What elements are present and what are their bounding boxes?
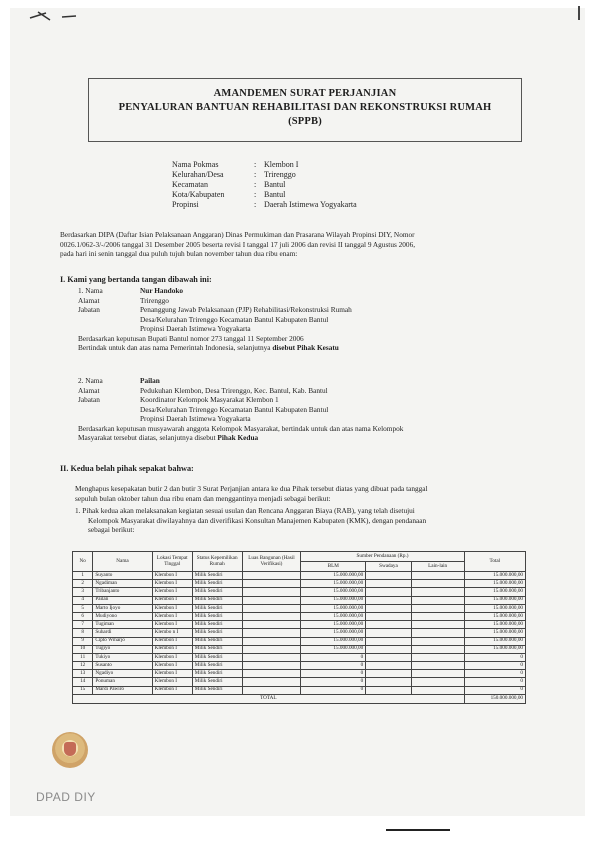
cell-empty — [242, 621, 301, 629]
cell-blm: 15.000.000,00 — [301, 645, 366, 653]
cell-blm: 15.000.000,00 — [301, 572, 366, 580]
col-sumber: Sumber Pendanaan (Rp.) — [301, 552, 464, 562]
col-luas: Luas Bangunan (Hasil Verifikasi) — [242, 552, 301, 572]
cell-status: Milik Sendiri — [192, 572, 242, 580]
cell-empty — [242, 653, 301, 661]
cell-lokasi: Klembon I — [152, 572, 192, 580]
col-lokasi: Lokasi Tempat Tinggal — [152, 552, 192, 572]
signature-line — [386, 829, 450, 831]
cell-no: 3 — [73, 588, 93, 596]
cell-no: 2 — [73, 580, 93, 588]
cell-lokasi: Klembon I — [152, 604, 192, 612]
cell-empty — [366, 621, 411, 629]
funding-table-wrap — [72, 551, 526, 704]
cell-status: Milik Sendiri — [192, 604, 242, 612]
cell-status: Milik Sendiri — [192, 621, 242, 629]
cell-status: Milik Sendiri — [192, 670, 242, 678]
cell-blm: 15.000.000,00 — [301, 580, 366, 588]
cell-no: 15 — [73, 686, 93, 694]
table-row — [73, 637, 526, 645]
col-status: Status Kepemilikan Rumah — [192, 552, 242, 572]
cell-blm: 0 — [301, 678, 366, 686]
cell-empty — [411, 678, 464, 686]
cell-blm: 15.000.000,00 — [301, 637, 366, 645]
cell-nama: Pailan — [93, 596, 152, 604]
cell-empty — [366, 653, 411, 661]
cell-blm: 0 — [301, 670, 366, 678]
cell-total: 15.000.000,00 — [464, 580, 525, 588]
cell-empty — [366, 645, 411, 653]
cell-nama: Mardi Pawiro — [93, 686, 152, 694]
info-row: Propinsi : Daerah Istimewa Yogyakarta — [172, 200, 357, 209]
total-label: TOTAL — [73, 694, 465, 703]
cell-empty — [366, 678, 411, 686]
seal-logo-icon — [52, 732, 88, 768]
cell-blm: 15.000.000,00 — [301, 612, 366, 620]
cell-nama: Tugiyo — [93, 645, 152, 653]
cell-empty — [411, 670, 464, 678]
cell-empty — [242, 580, 301, 588]
cell-no: 4 — [73, 596, 93, 604]
cell-empty — [242, 637, 301, 645]
table-row — [73, 621, 526, 629]
cell-total: 15.000.000,00 — [464, 629, 525, 637]
cell-empty — [242, 662, 301, 670]
cell-total: 0 — [464, 653, 525, 661]
cell-blm: 15.000.000,00 — [301, 604, 366, 612]
table-row — [73, 645, 526, 653]
cell-no: 5 — [73, 604, 93, 612]
cell-status: Milik Sendiri — [192, 596, 242, 604]
cell-total: 15.000.000,00 — [464, 604, 525, 612]
cell-status: Milik Sendiri — [192, 653, 242, 661]
table-row — [73, 629, 526, 637]
cell-empty — [411, 653, 464, 661]
cell-empty — [411, 662, 464, 670]
info-row: Kota/Kabupaten : Bantul — [172, 190, 286, 199]
cell-empty — [411, 637, 464, 645]
cell-nama: Tukiyo — [93, 653, 152, 661]
table-row — [73, 670, 526, 678]
cell-total: 15.000.000,00 — [464, 612, 525, 620]
cell-blm: 0 — [301, 686, 366, 694]
cell-lokasi: Klembon I — [152, 588, 192, 596]
cell-empty — [411, 645, 464, 653]
col-no: No — [73, 552, 93, 572]
info-row: Kecamatan : Bantul — [172, 180, 286, 189]
cell-empty — [242, 629, 301, 637]
col-blm: BLM — [301, 562, 366, 572]
total-row — [73, 694, 526, 703]
cell-status: Milik Sendiri — [192, 629, 242, 637]
cell-empty — [411, 596, 464, 604]
cell-blm: 15.000.000,00 — [301, 621, 366, 629]
table-row — [73, 612, 526, 620]
cell-total: 15.000.000,00 — [464, 588, 525, 596]
cell-lokasi: Klembon I — [152, 596, 192, 604]
party-1: 1. Nama Nur Handoko Alamat Trirenggo Jabatan Penanggung Jawab Pelaksanaan (PJP) Rehabilitasi/Rekonstruksi Rumah Desa/Kelurahan Trirenggo Kecamatan Bantul Kabupaten Bantul Propinsi Daerah Istimewa Yogyakarta Berdasarkan keputusan Bupati Bantul nomor 273 tanggal 11 September 2006 Bertindak untuk dan atas nama Pemerintah Indonesia, selanjutnya disebut Pihak Kesatu — [78, 286, 352, 352]
table-row — [73, 604, 526, 612]
cell-status: Milik Sendiri — [192, 645, 242, 653]
cell-empty — [242, 645, 301, 653]
cell-empty — [242, 596, 301, 604]
cell-nama: Suyanto — [93, 572, 152, 580]
cell-blm: 15.000.000,00 — [301, 629, 366, 637]
cell-nama: Suhardi — [93, 629, 152, 637]
cell-total: 15.000.000,00 — [464, 637, 525, 645]
agreement-paragraph: Menghapus kesepakatan butir 2 dan butir 3 Surat Perjanjian antara ke dua Pihak tersebut diatas yang dibuat pada tanggal sepuluh bulan oktober tahun dua ribu enam dan menggantinya menjadi sebagai berikut: — [75, 484, 428, 503]
cell-lokasi: Klembon I — [152, 653, 192, 661]
section-2-heading: II. Kedua belah pihak sepakat bahwa: — [60, 464, 194, 473]
cell-empty — [366, 686, 411, 694]
table-row — [73, 580, 526, 588]
table-row — [73, 686, 526, 694]
cell-blm: 0 — [301, 662, 366, 670]
info-row: Nama Pokmas : Klembon I — [172, 160, 299, 169]
cell-empty — [242, 678, 301, 686]
cell-nama: Tribanjanto — [93, 588, 152, 596]
cell-total: 15.000.000,00 — [464, 596, 525, 604]
cell-total: 15.000.000,00 — [464, 645, 525, 653]
cell-blm: 0 — [301, 653, 366, 661]
title-line-3: (SPPB) — [288, 116, 322, 127]
cell-empty — [366, 670, 411, 678]
col-lain: Lain-lain — [411, 562, 464, 572]
cell-status: Milik Sendiri — [192, 678, 242, 686]
col-nama: Nama — [93, 552, 152, 572]
cell-nama: Cipto Wiharjo — [93, 637, 152, 645]
cell-empty — [366, 612, 411, 620]
col-swadaya: Swadaya — [366, 562, 411, 572]
cell-nama: Ngadiman — [93, 580, 152, 588]
pokmas-info — [172, 160, 357, 210]
cell-lokasi: Klembon I — [152, 686, 192, 694]
cell-empty — [366, 604, 411, 612]
table-row — [73, 572, 526, 580]
cell-total: 0 — [464, 662, 525, 670]
cell-empty — [411, 580, 464, 588]
cell-empty — [366, 629, 411, 637]
cell-no: 12 — [73, 662, 93, 670]
cell-no: 14 — [73, 678, 93, 686]
title-line-2: PENYALURAN BANTUAN REHABILITASI DAN REKONSTRUKSI RUMAH — [118, 102, 492, 113]
cell-status: Milik Sendiri — [192, 662, 242, 670]
title-line-1: AMANDEMEN SURAT PERJANJIAN — [213, 88, 397, 99]
cell-lokasi: Klembon I — [152, 670, 192, 678]
cell-no: 8 — [73, 629, 93, 637]
cell-nama: Mudiyono — [93, 612, 152, 620]
cell-empty — [411, 629, 464, 637]
cell-empty — [411, 686, 464, 694]
cell-empty — [366, 572, 411, 580]
cell-lokasi: Klembon I — [152, 580, 192, 588]
cell-lokasi: Klembon I — [152, 645, 192, 653]
cell-lokasi: Klembon I — [152, 678, 192, 686]
cell-lokasi: Klembon I — [152, 662, 192, 670]
cell-no: 7 — [73, 621, 93, 629]
cell-lokasi: Klembo n I — [152, 629, 192, 637]
intro-paragraph: Berdasarkan DIPA (Daftar Isian Pelaksanaan Anggaran) Dinas Permukiman dan Prasarana Wilayah Propinsi DIY, Nomor 0026.1/062-3/-/2006 tanggal 31 Desember 2005 beserta revisi I tanggal 17 juli 2006 dan revisi II tanggal 9 Agustus 2006, pada hari ini senin tanggal dua puluh tujuh bulan november tahun dua ribu enam: — [60, 230, 416, 259]
table-row — [73, 678, 526, 686]
cell-blm: 15.000.000,00 — [301, 596, 366, 604]
cell-lokasi: Klembon I — [152, 612, 192, 620]
cell-empty — [242, 612, 301, 620]
funding-table — [72, 551, 526, 704]
watermark-logo: DPAD DIY — [36, 790, 96, 804]
grand-total: 150.000.000,00 — [464, 694, 525, 703]
margin-mark — [578, 6, 580, 20]
cell-empty — [411, 621, 464, 629]
cell-lokasi: Klembon I — [152, 621, 192, 629]
cell-nama: Ngadiyo — [93, 670, 152, 678]
cell-status: Milik Sendiri — [192, 588, 242, 596]
cell-nama: Tugiman — [93, 621, 152, 629]
cell-total: 0 — [464, 678, 525, 686]
cell-total: 0 — [464, 670, 525, 678]
cell-empty — [366, 588, 411, 596]
info-row: Kelurahan/Desa : Trirenggo — [172, 170, 296, 179]
cell-blm: 15.000.000,00 — [301, 588, 366, 596]
cell-empty — [411, 588, 464, 596]
title-box — [88, 78, 522, 142]
cell-no: 10 — [73, 645, 93, 653]
cell-empty — [411, 612, 464, 620]
cell-empty — [242, 670, 301, 678]
cell-status: Milik Sendiri — [192, 612, 242, 620]
cell-lokasi: Klembon I — [152, 637, 192, 645]
pen-mark-icon — [28, 8, 84, 24]
cell-status: Milik Sendiri — [192, 580, 242, 588]
cell-status: Milik Sendiri — [192, 637, 242, 645]
cell-total: 15.000.000,00 — [464, 572, 525, 580]
cell-nama: Susanto — [93, 662, 152, 670]
cell-no: 13 — [73, 670, 93, 678]
point-1-paragraph: 1. Pihak kedua akan melaksanakan kegiatan sesuai usulan dan Rencana Anggaran Biaya (RAB), yang telah disetujui Kelompok Masyarakat diwilayahnya dan diverifikasi Konsultan Manajemen Kabupaten (KMK), dengan pendanaan sebagai berikut: — [75, 506, 427, 535]
cell-empty — [411, 604, 464, 612]
cell-no: 1 — [73, 572, 93, 580]
cell-no: 6 — [73, 612, 93, 620]
section-1-heading: I. Kami yang bertanda tangan dibawah ini: — [60, 275, 212, 284]
table-row — [73, 596, 526, 604]
cell-empty — [366, 637, 411, 645]
col-total: Total — [464, 552, 525, 572]
cell-no: 11 — [73, 653, 93, 661]
cell-empty — [242, 572, 301, 580]
party-2: 2. Nama Pailan Alamat Pedukuhan Klembon, Desa Trirenggo, Kec. Bantul, Kab. Bantul Jabatan Koordinator Kelompok Masyarakat Klembon 1 Desa/Kelurahan Trirenggo Kecamatan Bantul Kabupaten Bantul Propinsi Daerah Istimewa Yogyakarta Berdasarkan keputusan musyawarah anggota Kelompok Masyarakat, bertindak untuk dan atas nama Kelompok Masyarakat tersebut diatas, selanjutnya disebut Pihak Kedua — [78, 376, 404, 442]
cell-empty — [366, 662, 411, 670]
cell-total: 15.000.000,00 — [464, 621, 525, 629]
cell-no: 9 — [73, 637, 93, 645]
cell-nama: Ponuman — [93, 678, 152, 686]
cell-total: 0 — [464, 686, 525, 694]
cell-empty — [366, 596, 411, 604]
cell-empty — [242, 604, 301, 612]
cell-empty — [411, 572, 464, 580]
cell-status: Milik Sendiri — [192, 686, 242, 694]
table-row — [73, 653, 526, 661]
table-row — [73, 662, 526, 670]
cell-nama: Marto Ijoyo — [93, 604, 152, 612]
cell-empty — [242, 686, 301, 694]
cell-empty — [366, 580, 411, 588]
cell-empty — [242, 588, 301, 596]
table-row — [73, 588, 526, 596]
